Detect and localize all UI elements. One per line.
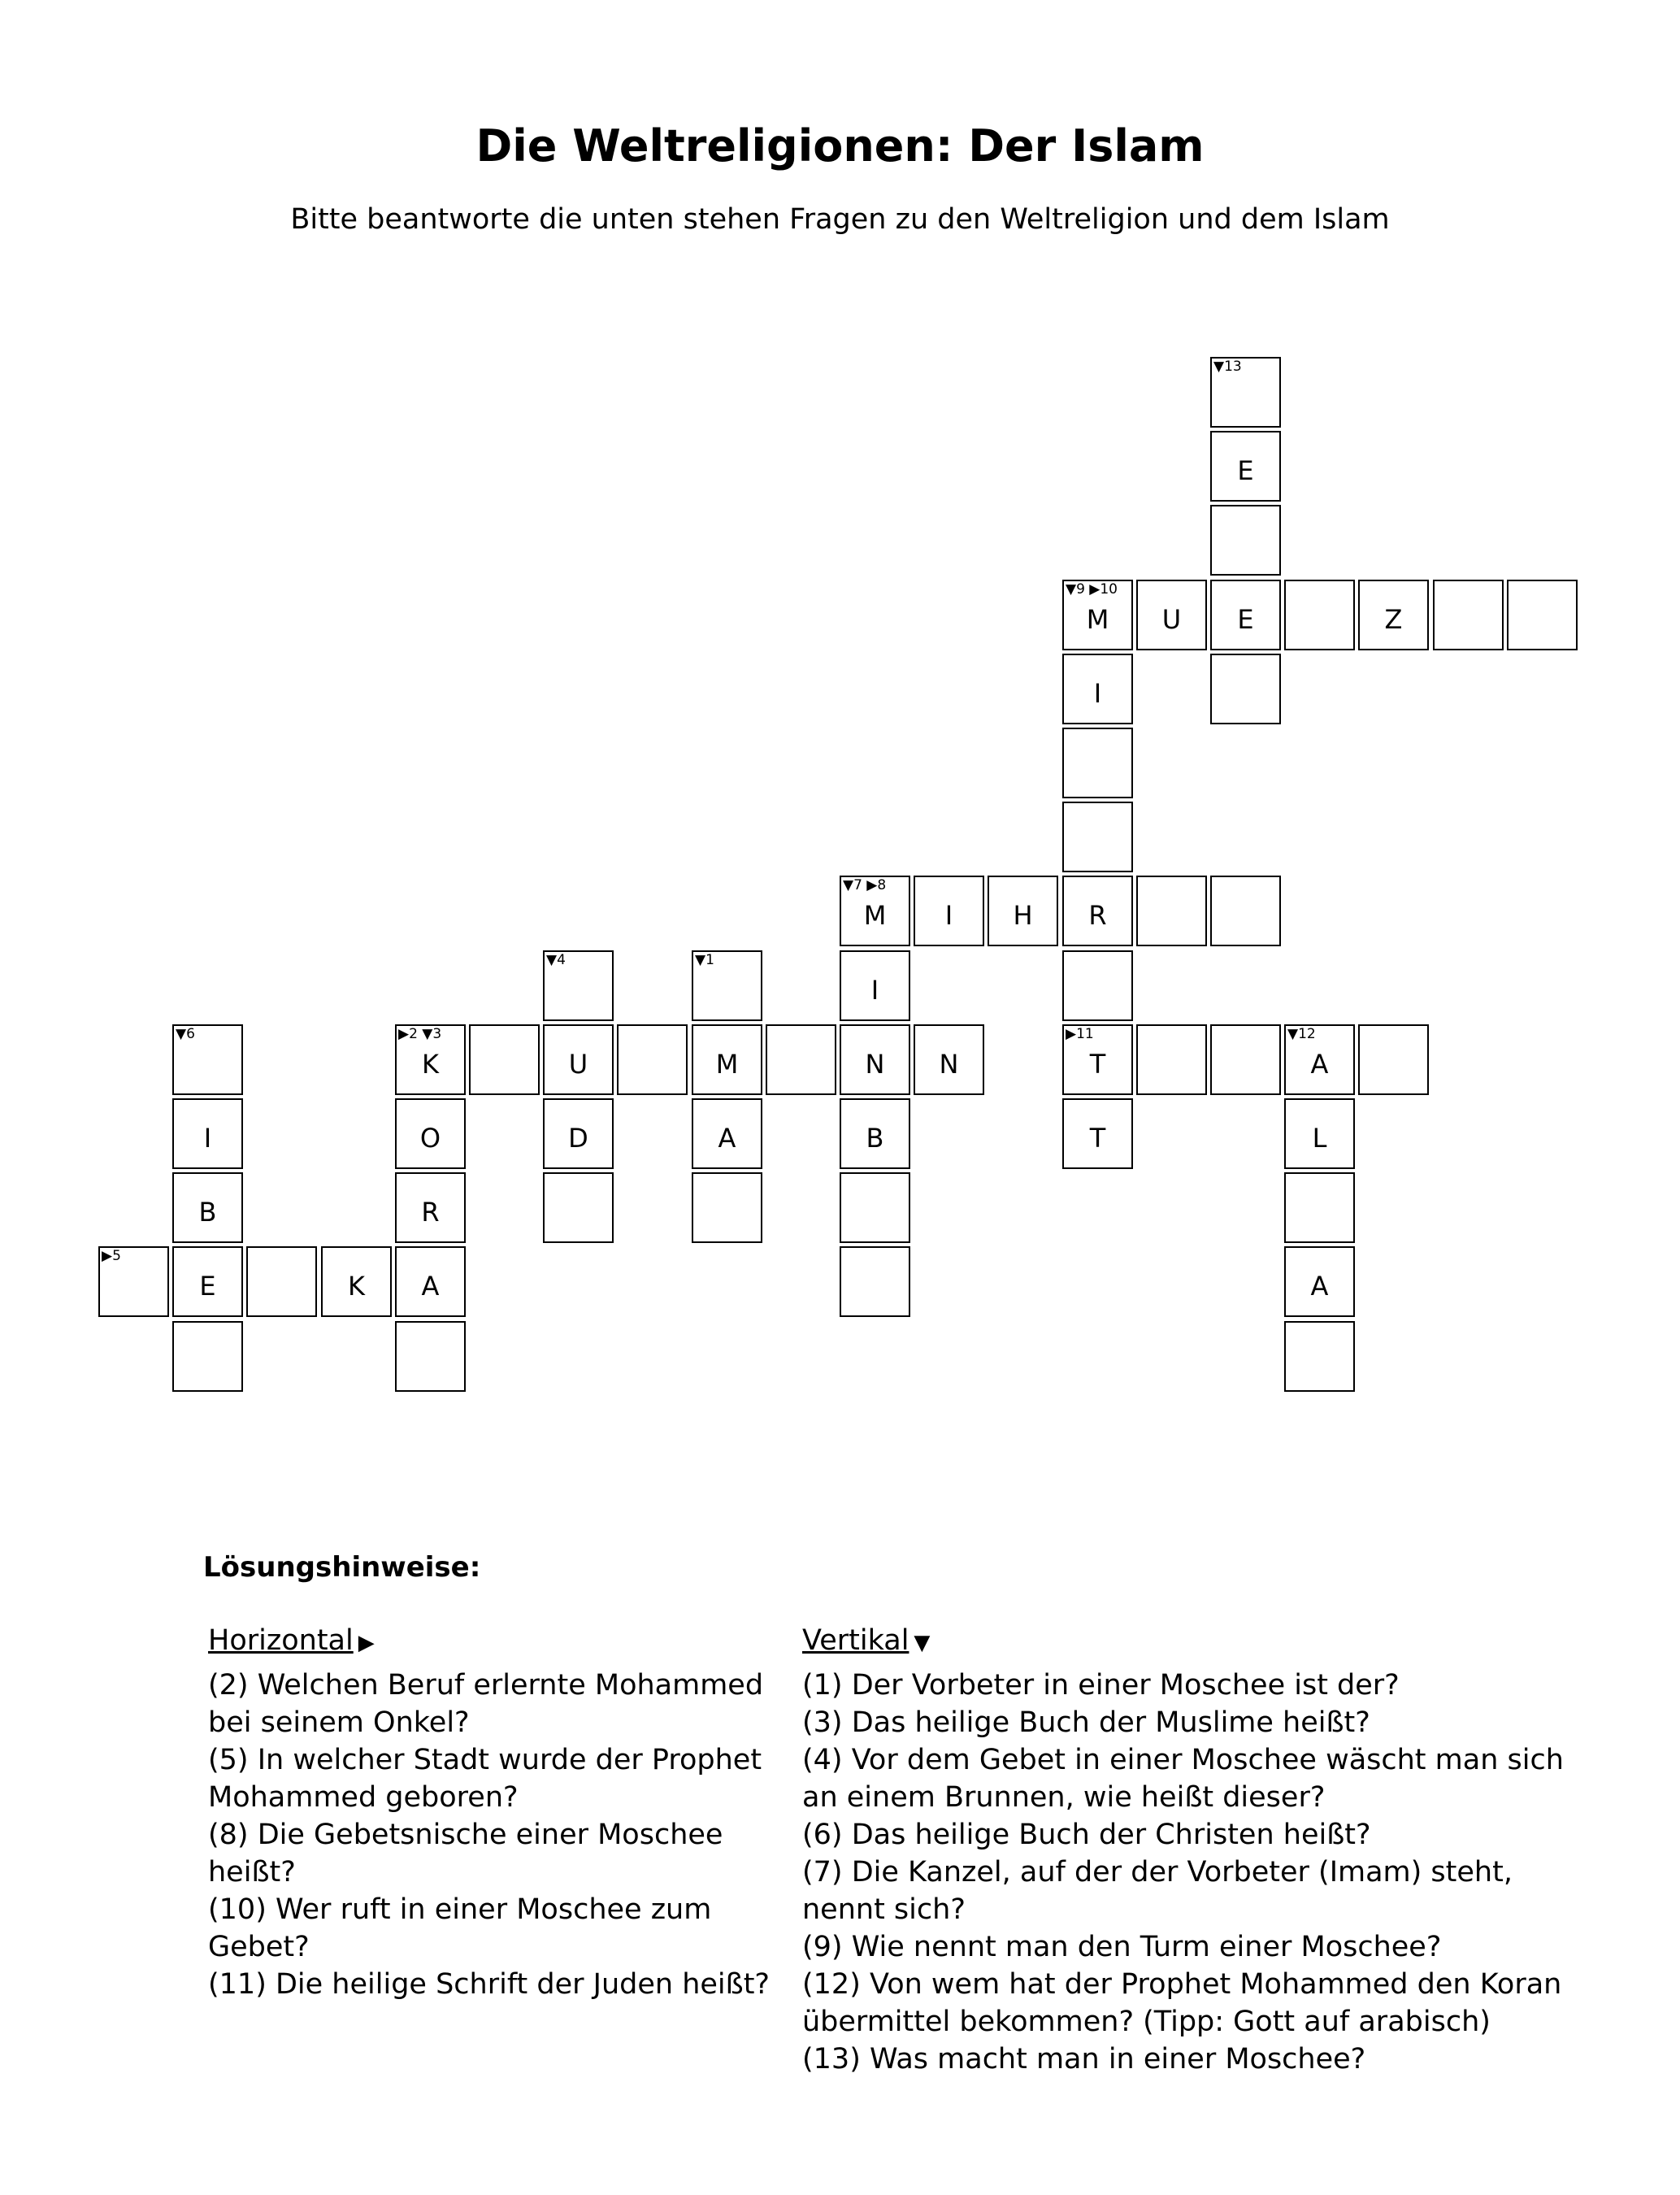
horizontal-heading (208, 1622, 777, 1662)
crossword-cell (469, 1024, 540, 1095)
crossword-cell (1210, 580, 1281, 650)
crossword-cell (395, 1321, 466, 1392)
vertical-label: Vertikal (802, 1624, 909, 1657)
cell-letter: M (863, 900, 887, 931)
clue-vertical-7: (7) Die Kanzel, auf der der Vorbeter (Imam) steht, nennt sich? (802, 1856, 1513, 1926)
clue-vertical-1: (1) Der Vorbeter in einer Moschee ist der? (802, 1669, 1400, 1702)
crossword-cell (1358, 580, 1429, 650)
cell-letter: R (1088, 900, 1107, 931)
cell-letter: Z (1384, 604, 1403, 635)
crossword-cell (1136, 580, 1207, 650)
cell-letter: T (1089, 1123, 1106, 1154)
cell-letter: A (1310, 1049, 1329, 1080)
clue-horizontal-2: (2) Welchen Beruf erlernte Mohammed bei seinem Onkel? (208, 1669, 764, 1739)
clue-horizontal-10: (10) Wer ruft in einer Moschee zum Gebet? (208, 1893, 712, 1963)
crossword-cell (1062, 1098, 1133, 1169)
crossword-cell (692, 1098, 762, 1169)
cell-letter: I (1093, 678, 1102, 709)
cell-letter: M (715, 1049, 739, 1080)
cell-letter: A (1310, 1271, 1329, 1302)
cell-letter: E (1237, 604, 1254, 635)
cell-letter: U (1161, 604, 1182, 635)
crossword-cell (914, 876, 984, 946)
horizontal-label: Horizontal (208, 1624, 354, 1657)
crossword-cell (1062, 728, 1133, 798)
crossword-cell (840, 1098, 910, 1169)
crossword-cell (395, 1246, 466, 1317)
page-title: Die Weltreligionen: Der Islam (475, 120, 1205, 172)
clue-horizontal-5: (5) In welcher Stadt wurde der Prophet Mohammed geboren? (208, 1744, 762, 1814)
clue-number: ▼13 (1213, 359, 1242, 375)
crossword-cell (172, 1024, 243, 1095)
crossword-cell (914, 1024, 984, 1095)
clue-number: ▼12 (1287, 1026, 1316, 1042)
crossword-cell (1284, 1321, 1355, 1392)
crossword-cell (172, 1172, 243, 1243)
crossword-cell (543, 1098, 614, 1169)
crossword-cell (1284, 1098, 1355, 1169)
cell-letter: U (568, 1049, 588, 1080)
crossword-cell (246, 1246, 317, 1317)
clue-vertical-12: (12) Von wem hat der Prophet Mohammed den Koran übermittel bekommen? (Tipp: Gott auf arabisch) (802, 1968, 1562, 2038)
cell-letter: D (568, 1123, 588, 1154)
cell-letter: R (421, 1197, 440, 1228)
clue-vertical-13: (13) Was macht man in einer Moschee? (802, 2043, 1366, 2075)
crossword-cell (840, 876, 910, 946)
clue-number: ▼1 (695, 952, 714, 968)
clue-number: ▼6 (176, 1026, 195, 1042)
crossword-cell (1062, 580, 1133, 650)
clue-vertical-3: (3) Das heilige Buch der Muslime heißt? (802, 1706, 1370, 1739)
crossword-cell (1210, 431, 1281, 502)
crossword-cell (172, 1321, 243, 1392)
crossword-cell (1062, 876, 1133, 946)
crossword-cell (172, 1246, 243, 1317)
cell-letter: B (866, 1123, 884, 1154)
clue-horizontal-11: (11) Die heilige Schrift der Juden heißt? (208, 1968, 770, 2001)
cell-letter: I (203, 1123, 212, 1154)
crossword-cell (1062, 950, 1133, 1021)
crossword-cell (1136, 1024, 1207, 1095)
arrow-right-icon: ▶ (358, 1631, 375, 1655)
crossword-cell (1284, 580, 1355, 650)
crossword-cell (1062, 1024, 1133, 1095)
crossword-cell (1507, 580, 1578, 650)
clue-number: ▶5 (102, 1248, 121, 1264)
crossword-cell (543, 1024, 614, 1095)
crossword-cell (692, 950, 762, 1021)
crossword-cell (1358, 1024, 1429, 1095)
cell-letter: A (718, 1123, 736, 1154)
crossword-cell (988, 876, 1058, 946)
clue-number: ▼4 (546, 952, 566, 968)
cell-letter: H (1013, 900, 1033, 931)
cell-letter: N (865, 1049, 885, 1080)
cell-letter: K (348, 1271, 365, 1302)
arrow-down-icon: ▼ (914, 1631, 931, 1655)
clue-number: ▼7 ▶8 (843, 877, 887, 893)
cell-letter: E (199, 1271, 216, 1302)
cell-letter: I (870, 975, 879, 1006)
cell-letter: K (422, 1049, 439, 1080)
crossword-cell (543, 1172, 614, 1243)
clue-number: ▼9 ▶10 (1066, 581, 1118, 598)
crossword-cell (1136, 876, 1207, 946)
crossword-cell (1210, 505, 1281, 576)
cell-letter: T (1089, 1049, 1106, 1080)
crossword-cell (692, 1024, 762, 1095)
crossword-cell (395, 1172, 466, 1243)
crossword-cell (840, 1246, 910, 1317)
crossword-cell (617, 1024, 688, 1095)
cell-letter: M (1086, 604, 1109, 635)
crossword-cell (840, 1024, 910, 1095)
cell-letter: L (1312, 1123, 1327, 1154)
crossword-cell (1210, 654, 1281, 724)
hints-heading: Lösungshinweise: (203, 1551, 481, 1584)
clue-number: ▶11 (1066, 1026, 1094, 1042)
clue-vertical-4: (4) Vor dem Gebet in einer Moschee wäscht man sich an einem Brunnen, wie heißt dieser? (802, 1744, 1564, 1814)
crossword-cell (1062, 654, 1133, 724)
cell-letter: I (944, 900, 953, 931)
cell-letter: E (1237, 455, 1254, 486)
clue-horizontal-8: (8) Die Gebetsnische einer Moschee heißt? (208, 1819, 723, 1889)
cell-letter: A (421, 1271, 440, 1302)
crossword-cell (1062, 802, 1133, 872)
crossword-cell (543, 950, 614, 1021)
vertical-heading (802, 1622, 1582, 1662)
cell-letter: O (419, 1123, 441, 1154)
clue-vertical-6: (6) Das heilige Buch der Christen heißt? (802, 1819, 1371, 1851)
crossword-cell (395, 1098, 466, 1169)
crossword-cell (1433, 580, 1504, 650)
crossword-cell (840, 1172, 910, 1243)
crossword-cell (766, 1024, 836, 1095)
vertical-clues (802, 1622, 1582, 2078)
crossword-cell (840, 950, 910, 1021)
crossword-cell (1284, 1024, 1355, 1095)
crossword-cell (1210, 357, 1281, 428)
crossword-cell (172, 1098, 243, 1169)
page-subtitle: Bitte beantworte die unten stehen Fragen zu den Weltreligion und dem Islam (290, 203, 1390, 236)
crossword-cell (1284, 1172, 1355, 1243)
crossword-cell (395, 1024, 466, 1095)
crossword-cell (98, 1246, 169, 1317)
clue-number: ▶2 ▼3 (398, 1026, 442, 1042)
crossword-cell (321, 1246, 392, 1317)
cell-letter: N (939, 1049, 959, 1080)
crossword-cell (1210, 876, 1281, 946)
cell-letter: B (198, 1197, 217, 1228)
crossword-cell (1210, 1024, 1281, 1095)
clue-vertical-9: (9) Wie nennt man den Turm einer Moschee? (802, 1931, 1442, 1963)
crossword-cell (692, 1172, 762, 1243)
crossword-cell (1284, 1246, 1355, 1317)
horizontal-clues (208, 1622, 777, 2003)
